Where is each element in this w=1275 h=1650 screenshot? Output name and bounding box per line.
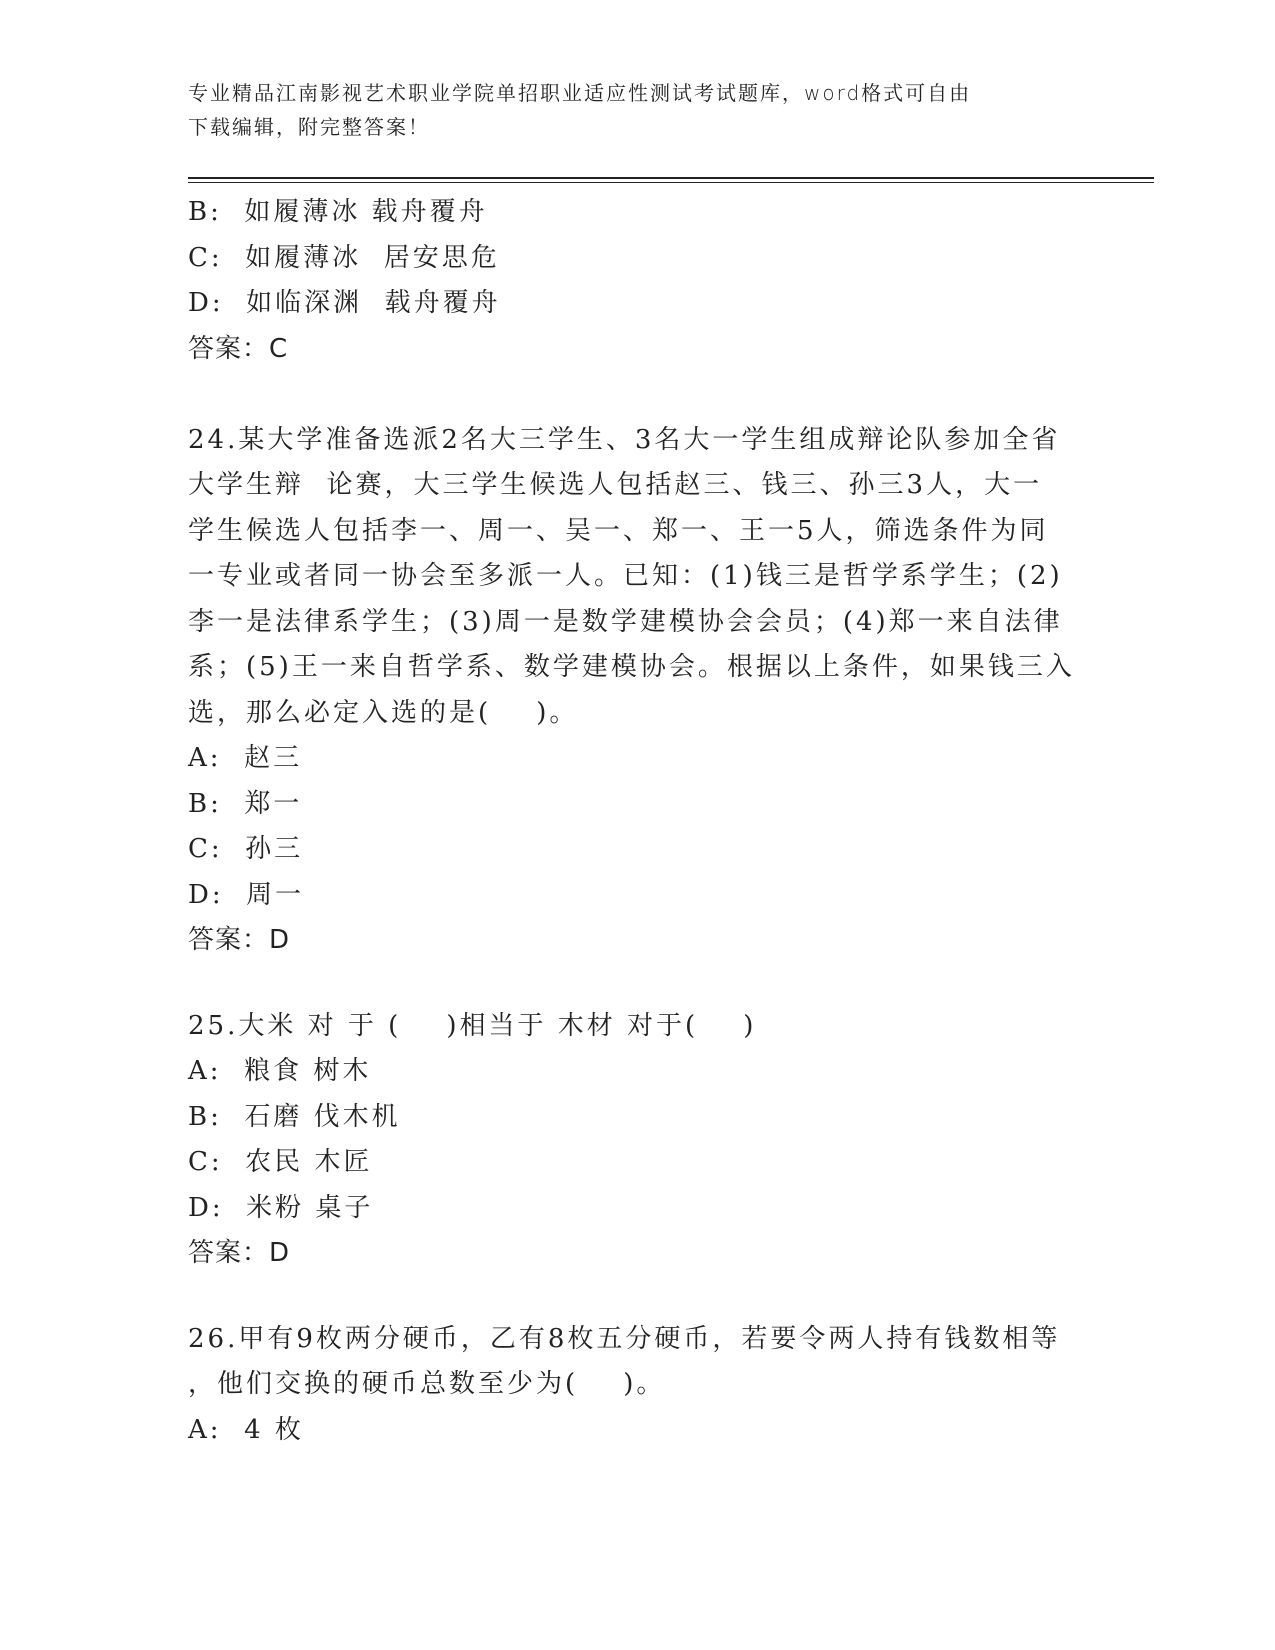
option-b: B: 石磨 伐木机 — [188, 1101, 401, 1132]
question-stem-line: 系；(5)王一来自哲学系、数学建模协会。根据以上条件，如果钱三入 — [188, 652, 1075, 682]
option-c: C: 如履薄冰 居安思危 — [188, 242, 500, 273]
header-rule — [188, 177, 1154, 179]
header-line-2: 下载编辑，附完整答案！ — [188, 115, 430, 139]
question-stem-line: 选，那么必定入选的是( )。 — [188, 697, 579, 728]
spacer — [188, 372, 1088, 418]
option-a: A: 赵三 — [188, 743, 303, 773]
answer-line: 答案：D — [188, 925, 291, 955]
option-b: B: 郑一 — [188, 788, 303, 819]
question-stem-line: 26.甲有9枚两分硬币，乙有8枚五分硬币，若要令两人持有钱数相等 — [188, 1323, 1061, 1354]
option-c: C: 孙三 — [188, 834, 304, 864]
answer-line: 答案：C — [188, 333, 289, 364]
header-line-1: 专业精品江南影视艺术职业学院单招职业适应性测试考试题库，word格式可自由 — [188, 81, 972, 105]
question-25 — [188, 1004, 1088, 1277]
question-stem-line: 李一是法律系学生；(3)周一是数学建模协会会员；(4)郑一来自法律 — [188, 606, 1063, 637]
page-header — [188, 76, 1068, 144]
question-stem-line: 一专业或者同一协会至多派一人。已知：(1)钱三是哲学系学生；(2) — [188, 561, 1063, 591]
option-b: B: 如履薄冰 载舟覆舟 — [188, 197, 488, 227]
option-a: A: 4 枚 — [188, 1414, 304, 1445]
question-stem-line: 25.大米 对 于 ( )相当于 木材 对于( ) — [188, 1010, 757, 1041]
spacer — [188, 964, 1088, 1004]
header-rule-thin — [188, 182, 1154, 183]
question-stem-line: 学生候选人包括李一、周一、吴一、郑一、王一5人，筛选条件为同 — [188, 515, 1049, 546]
spacer — [188, 1277, 1088, 1317]
option-d: D: 周一 — [188, 879, 305, 910]
option-d: D: 米粉 桌子 — [188, 1192, 374, 1223]
question-stem-line: 大学生辩 论赛，大三学生候选人包括赵三、钱三、孙三3人，大一 — [188, 470, 1043, 500]
question-stem-line: ，他们交换的硬币总数至少为( )。 — [188, 1369, 666, 1399]
option-a: A: 粮食 树木 — [188, 1056, 372, 1086]
answer-line: 答案：D — [188, 1238, 291, 1268]
question-24 — [188, 418, 1088, 964]
question-23 — [188, 190, 1088, 372]
option-c: C: 农民 木匠 — [188, 1147, 373, 1177]
option-d: D: 如临深渊 载舟覆舟 — [188, 288, 501, 318]
question-stem-line: 24.某大学准备选派2名大三学生、3名大一学生组成辩论队参加全省 — [188, 424, 1061, 455]
question-26 — [188, 1317, 1088, 1454]
question-content — [188, 190, 1088, 1453]
